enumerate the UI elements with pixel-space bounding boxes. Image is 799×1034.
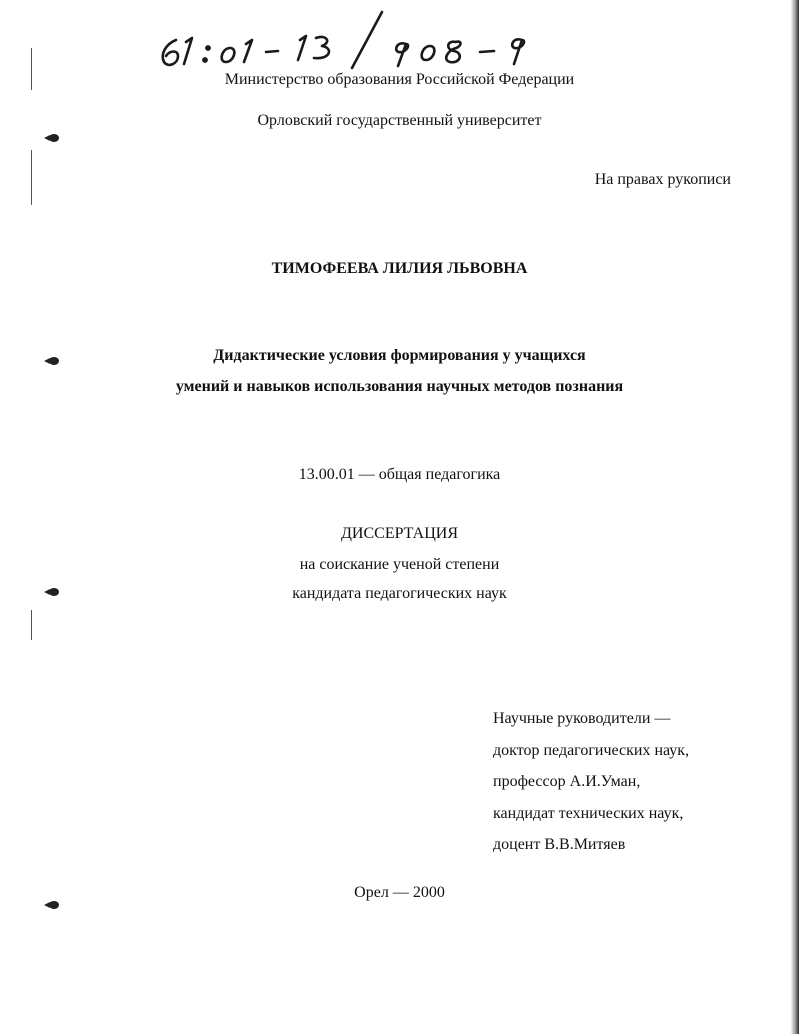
handwritten-shelf-mark (150, 4, 550, 70)
degree-purpose-line-1: на соискание ученой степени (299, 556, 500, 573)
author-name: ТИМОФЕЕВА ЛИЛИЯ ЛЬВОВНА (271, 260, 528, 277)
dissertation-title-line-2: умений и навыков использования научных методов познания (175, 378, 624, 395)
supervisor-line: доцент В.В.Митяев (493, 836, 626, 853)
binding-hole-icon (44, 133, 60, 143)
dissertation-title-line-1: Дидактические условия формирования у учащихся (213, 347, 586, 364)
supervisors-block (493, 703, 689, 861)
university-name: Орловский государственный университет (257, 112, 542, 129)
scan-margin-mark (31, 150, 32, 205)
rights-note: На правах рукописи (594, 171, 731, 188)
scan-margin-mark (31, 610, 32, 640)
work-type: ДИССЕРТАЦИЯ (341, 525, 458, 542)
specialty-code: 13.00.01 — общая педагогика (298, 466, 501, 483)
scan-edge-shadow (791, 0, 799, 1034)
supervisor-line: кандидат технических наук, (493, 804, 684, 822)
supervisor-line: профессор А.И.Уман, (493, 773, 641, 790)
supervisors-label: Научные руководители — (493, 710, 671, 727)
ministry-name: Министерство образования Российской Федерации (224, 71, 575, 88)
supervisor-line: доктор педагогических наук, (493, 741, 690, 759)
degree-purpose-line-2: кандидата педагогических наук (292, 585, 507, 602)
city-year: Орел — 2000 (354, 884, 445, 901)
